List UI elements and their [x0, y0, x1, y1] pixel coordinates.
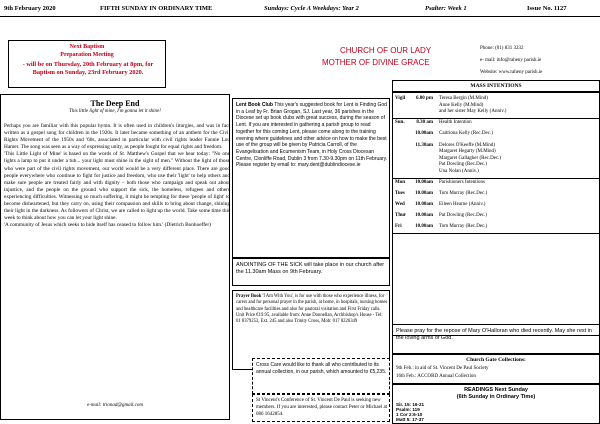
collections-heading: Church Gate Collections:: [466, 357, 526, 363]
baptism-subtitle: Preparation Meeting: [60, 52, 114, 58]
mass-intention-names: [439, 191, 599, 198]
mass-intention-line: Margaret Gallagher (Rec.Dec.): [439, 155, 502, 161]
mass-row: [393, 202, 600, 209]
mass-intention-names: [439, 143, 599, 176]
mass-row: [393, 96, 600, 116]
contact-email[interactable]: e- mail: info@raheny parish.ie: [480, 58, 542, 63]
prayer-book-text: 'I Am With You', is for use with those who experience illness, for carers and for personal prayer in the parish, at home, in hospitals, nursing homes and healthcare facilities and also for pastoral visitation and First Friday calls. Unit Price €19.95, available from: Anne Donnellan, Archbishop's House - Tel: 01 8379253, Ext. 245 and also Trinity Cross, Mob: 017 8226349: [236, 294, 388, 325]
deep-end-article: [0, 94, 230, 420]
svp-notice: [252, 394, 390, 422]
psalter-week: Psalter: Week 1: [425, 5, 467, 12]
deep-end-paragraph-1: Perhaps you are familiar with this popular hymn. It is often used in children's liturgies, and was in fact written as a gospel song for children in the 1920s. It later became something of an anthem for the Civil Rights Movement of the 1950s and '60s, associated in particular with civil rights leader Fannie Lou Hamer. The song was seen as a way of expressing unity, as people fought for equal rights and freedom.: [4, 123, 230, 151]
reading-line-2: Psalm: 119: [396, 407, 420, 412]
deep-end-paragraph-2: 'This Little Light of Mine' is based on the words of St. Matthew's Gospel that we hear today: "No one lights a lamp to put it under a tub... your light must shine in the sight of men." Without the light of those who were part of the civil rights movement, our world would be a very different place. There are good people everywhere who continue to fight for justice and freedom, who use their 'light' to help others and make sure people are treated fairly and with dignity – both those who campaign and speak out about injustice, and the people on the ground who support the sick, the homeless, refugees and others experiencing difficulties. Witnessing so much suffering, it might be tempting for these 'people of light' to become disheartened, but they carry on, using their compassion and skills to bring about change, shining their light in the darkness. As followers of Christ, we are called to light up the world. Take some time this week to think about how you can let your light shine.: [4, 151, 230, 222]
lent-book-club-heading: Lent Book Club: [236, 102, 273, 108]
mass-intention-line: Teresa Bergin (M.Mind): [439, 96, 488, 101]
mass-intention-names: [439, 131, 599, 138]
church-name-line1: CHURCH OF OUR LADY: [340, 46, 432, 55]
readings-heading-2: (6th Sunday in Ordinary Time): [456, 394, 536, 400]
reading-line-3: 1 Cor 2:6-10: [396, 412, 423, 417]
mass-time: 11.30am: [415, 142, 433, 148]
mass-intention-names: [439, 224, 599, 231]
mass-time: 10.00am: [415, 191, 433, 197]
readings-heading: [393, 387, 599, 401]
collection-line-2: 16th Feb.: ACCORD Annual Collection: [396, 374, 476, 379]
anointing-text: ANOINTING OF THE SICK will take place in our church after the 11.30am Mass on 9th February.: [236, 262, 385, 275]
mass-intention-line: Tom Murray (Rec.Dec.): [439, 191, 488, 197]
deep-end-paragraph-3: 'A community of Jesus which seeks to hide itself has ceased to follow him.' (Dietrich Bonhoeffer): [4, 222, 211, 229]
collections-box: [392, 354, 600, 384]
mass-intention-line: Parishioners Intentions: [439, 180, 485, 185]
mass-intention-names: [439, 213, 599, 220]
liturgical-sunday: FIFTH SUNDAY IN ORDINARY TIME: [100, 5, 213, 12]
church-name-line2: MOTHER OF DIVINE GRACE: [322, 58, 430, 67]
mass-intention-names: [439, 202, 599, 209]
reading-line-1: Sir. 15: 16-21: [396, 402, 425, 407]
pray-for-text: Please pray for the repose of Mary O'Halloran who died recently. May she rest in the loving arms of God.: [396, 328, 592, 341]
mass-divider: [393, 233, 599, 234]
mass-row: [393, 143, 600, 176]
issue-number: Issue No. 1127: [527, 5, 567, 12]
mass-intention-line: and her sister May Kelly (Anniv.): [439, 109, 507, 115]
prayer-book-heading: Prayer Book: [236, 294, 262, 299]
mass-time: 8.30 am: [416, 120, 433, 126]
lent-book-club-text: This year's suggested book for Lent is Finding God in a Leaf by Fr. Brian Grogan, SJ. Last year, 36 parishes in the Diocese set up book clubs with great success, during the season of Lent. If you are interested in gathering a parish group to read together for this coming Lent, please come along to the training evening where guidelines and other advice on how to make the best use of the group will be given by Patricia Carroll, of the Evangelisation and Ecumenism Team, in Holy Cross Diocesan Centre, Clonliffe Road, Dublin 3 from 7.30-9.30pm on 11th February. Please register by email to: mary.dent@dublindiocese.ie: [236, 102, 388, 169]
baptism-notice: [8, 40, 166, 88]
mass-row: [393, 131, 600, 138]
mass-intention-line: Tom Murray (Rec.Dec.): [439, 224, 488, 230]
mass-day: Sun.: [395, 120, 405, 126]
mass-intention-line: Pat Dowling (Rec.Dec.): [439, 213, 488, 219]
svp-text: St Vincent's Conference of St. Vincent De Paul is seeking new members. If you are interested, please contact Peter or Michael at 086 1642854.: [256, 398, 388, 417]
issue-date: 9th February 2020: [4, 5, 56, 12]
mass-intention-line: Anne Kelly (M.Mind): [439, 102, 484, 108]
mass-day: Tues: [395, 191, 405, 197]
deep-end-email[interactable]: e-mail: trionad@gmail.com: [87, 403, 143, 408]
baptism-title: Next Baptism: [69, 44, 105, 50]
crosscare-text: Cross Care would like to thank all who contributed to its annual collection, in our parish, which amounted to €5,235.: [256, 362, 387, 375]
bulletin-header: [0, 0, 600, 17]
liturgical-cycle: Sundays: Cycle A Weekdays: Year 2: [264, 5, 359, 12]
mass-time: 6.00 pm: [416, 96, 433, 101]
mass-time: 10.00am: [415, 202, 433, 208]
mass-intention-names: [439, 120, 599, 127]
anointing-notice: [232, 258, 390, 286]
baptism-text: - will be on Thursday, 20th February at 8pm, for Baptism on Sunday, 23rd February 2020.: [22, 61, 154, 76]
mass-row: [393, 224, 600, 231]
mass-intention-line: Delores O'Keeffe (M.Mind): [439, 142, 495, 148]
mass-day: Mon: [395, 180, 405, 185]
mass-intention-line: Una Nolan (Anniv.): [439, 168, 479, 174]
mass-intention-line: Health Intention: [439, 120, 472, 126]
crosscare-notice: [252, 358, 390, 394]
readings-heading-1: READINGS Next Sunday: [464, 387, 528, 393]
mass-intention-line: Caitriona Kelly (Rec.Dec.): [439, 131, 493, 137]
mass-intention-line: Pat Dowling (Rec.Dec.): [439, 162, 488, 168]
mass-intention-names: [439, 96, 599, 116]
mass-intention-line: Eileen Hearne (Anniv.): [439, 202, 486, 208]
deep-end-body: [4, 123, 230, 229]
mass-row: [393, 120, 600, 127]
mass-row: [393, 213, 600, 220]
collection-line-1: 9th Feb.: in aid of St. Vincent De Paul Society: [396, 366, 489, 371]
mass-intention-names: [439, 180, 599, 187]
mass-intentions-heading: MASS INTENTIONS: [392, 80, 600, 92]
mass-row: [393, 191, 600, 198]
mass-day: Vigil: [395, 96, 406, 101]
readings-box: [392, 384, 600, 424]
mass-time: 10.00am: [415, 180, 433, 185]
reading-line-4: Matt 5: 17-37: [396, 417, 424, 422]
lent-book-club: [232, 98, 390, 258]
mass-time: 10.00am: [415, 213, 433, 219]
contact-phone: Phone: (01) 831 3232: [480, 46, 524, 51]
mass-time: 10.00am: [415, 224, 433, 230]
mass-day: Thur: [395, 213, 407, 219]
deep-end-title: The Deep End: [90, 99, 140, 108]
mass-divider: [393, 118, 599, 119]
mass-intentions-table: [392, 92, 600, 336]
mass-day: Wed: [395, 202, 405, 208]
mass-day: Fri: [395, 224, 402, 230]
mass-intention-line: Margaret Hegarty (M.Mind): [439, 149, 496, 155]
mass-time: 10.00am: [415, 131, 433, 137]
mass-divider: [393, 178, 599, 179]
pray-for-notice: [392, 324, 600, 354]
contact-website[interactable]: Website: www.raheny parish.ie: [480, 70, 543, 75]
mass-row: [393, 180, 600, 187]
deep-end-subtitle: This little light of mine, I'm gonna let it shine!: [69, 109, 161, 114]
